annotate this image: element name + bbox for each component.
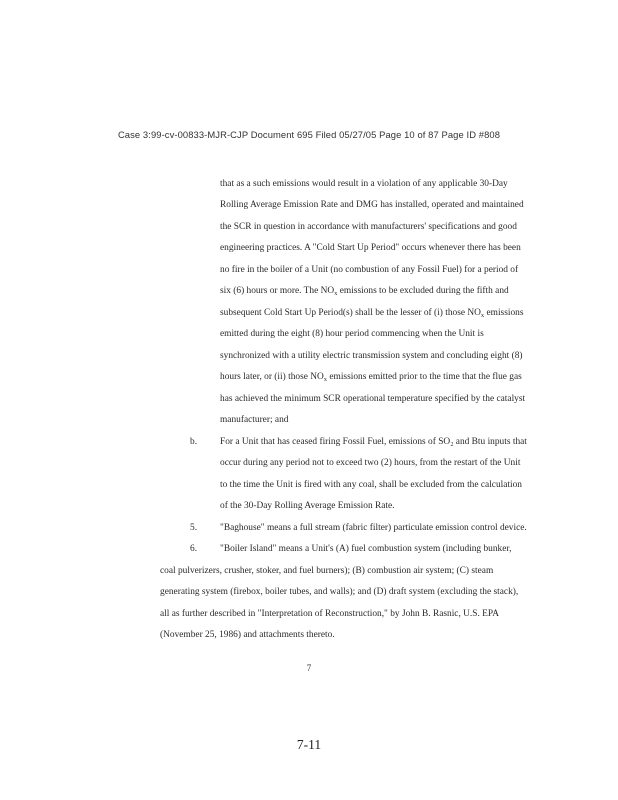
body-line: Rolling Average Emission Rate and DMG has installed, operated and maintained: [220, 200, 524, 210]
body-line: to the time the Unit is fired with any coal, shall be excluded from the calculation: [220, 480, 522, 490]
body-line: has achieved the minimum SCR operational temperature specified by the catalyst: [220, 394, 526, 404]
body-line: synchronized with a utility electric transmission system and concluding eight (8): [220, 351, 523, 361]
body-line: no fire in the boiler of a Unit (no combustion of any Fossil Fuel) for a period of: [220, 265, 519, 275]
body-line: [220, 371, 522, 383]
text-run: emissions emitted prior to the time that the flue gas: [327, 372, 522, 382]
body-line: "Baghouse" means a full stream (fabric filter) particulate emission control device.: [220, 523, 527, 533]
text-run: subsequent Cold Start Up Period(s) shall be the lesser of (i) those NO: [220, 308, 481, 318]
list-marker-6: 6.: [190, 544, 198, 554]
body-line: manufacturer; and: [220, 415, 289, 425]
body-line: all as further described in "Interpretation of Reconstruction," by John B. Rasnic, U.S. EPA: [160, 609, 500, 619]
list-marker-b: b.: [190, 437, 198, 447]
body-line: generating system (firebox, boiler tubes, and walls); and (D) draft system (excluding the stack),: [160, 587, 519, 597]
case-header: Case 3:99-cv-00833-MJR-CJP Document 695 Filed 05/27/05 Page 10 of 87 Page ID #808: [117, 129, 501, 140]
body-line: coal pulverizers, crusher, stoker, and fuel burners); (B) combustion air system; (C) steam: [160, 566, 494, 576]
body-line: For a Unit that has ceased firing Fossil Fuel, emissions of SO₂ and Btu inputs that: [220, 437, 527, 447]
body-line: [220, 307, 523, 319]
body-line: that as a such emissions would result in a violation of any applicable 30-Day: [220, 179, 508, 189]
body-line: the SCR in question in accordance with manufacturers' specifications and good: [220, 222, 517, 232]
body-line: "Boiler Island" means a Unit's (A) fuel combustion system (including bunker,: [220, 544, 512, 554]
page-number: 7: [306, 663, 312, 673]
body-line: (November 25, 1986) and attachments thereto.: [160, 630, 335, 640]
text-run: six (6) hours or more. The NO: [220, 286, 335, 296]
text-run: emissions: [484, 308, 524, 318]
text-run: hours later, or (ii) those NO: [220, 372, 324, 382]
body-line: of the 30-Day Rolling Average Emission Rate.: [220, 501, 395, 511]
body-line: engineering practices. A "Cold Start Up Period" occurs whenever there has been: [220, 243, 521, 253]
subscript: x: [323, 376, 328, 383]
list-marker-5: 5.: [190, 523, 198, 533]
body-line: [220, 285, 509, 297]
body-line: emitted during the eight (8) hour period commencing when the Unit is: [220, 329, 484, 339]
subscript: x: [334, 290, 338, 297]
text-run: emissions to be excluded during the fifth and: [337, 286, 509, 296]
subscript: x: [480, 312, 485, 319]
body-line: occur during any period not to exceed two (2) hours, from the restart of the Unit: [220, 458, 521, 468]
bates-number: 7-11: [296, 737, 322, 752]
